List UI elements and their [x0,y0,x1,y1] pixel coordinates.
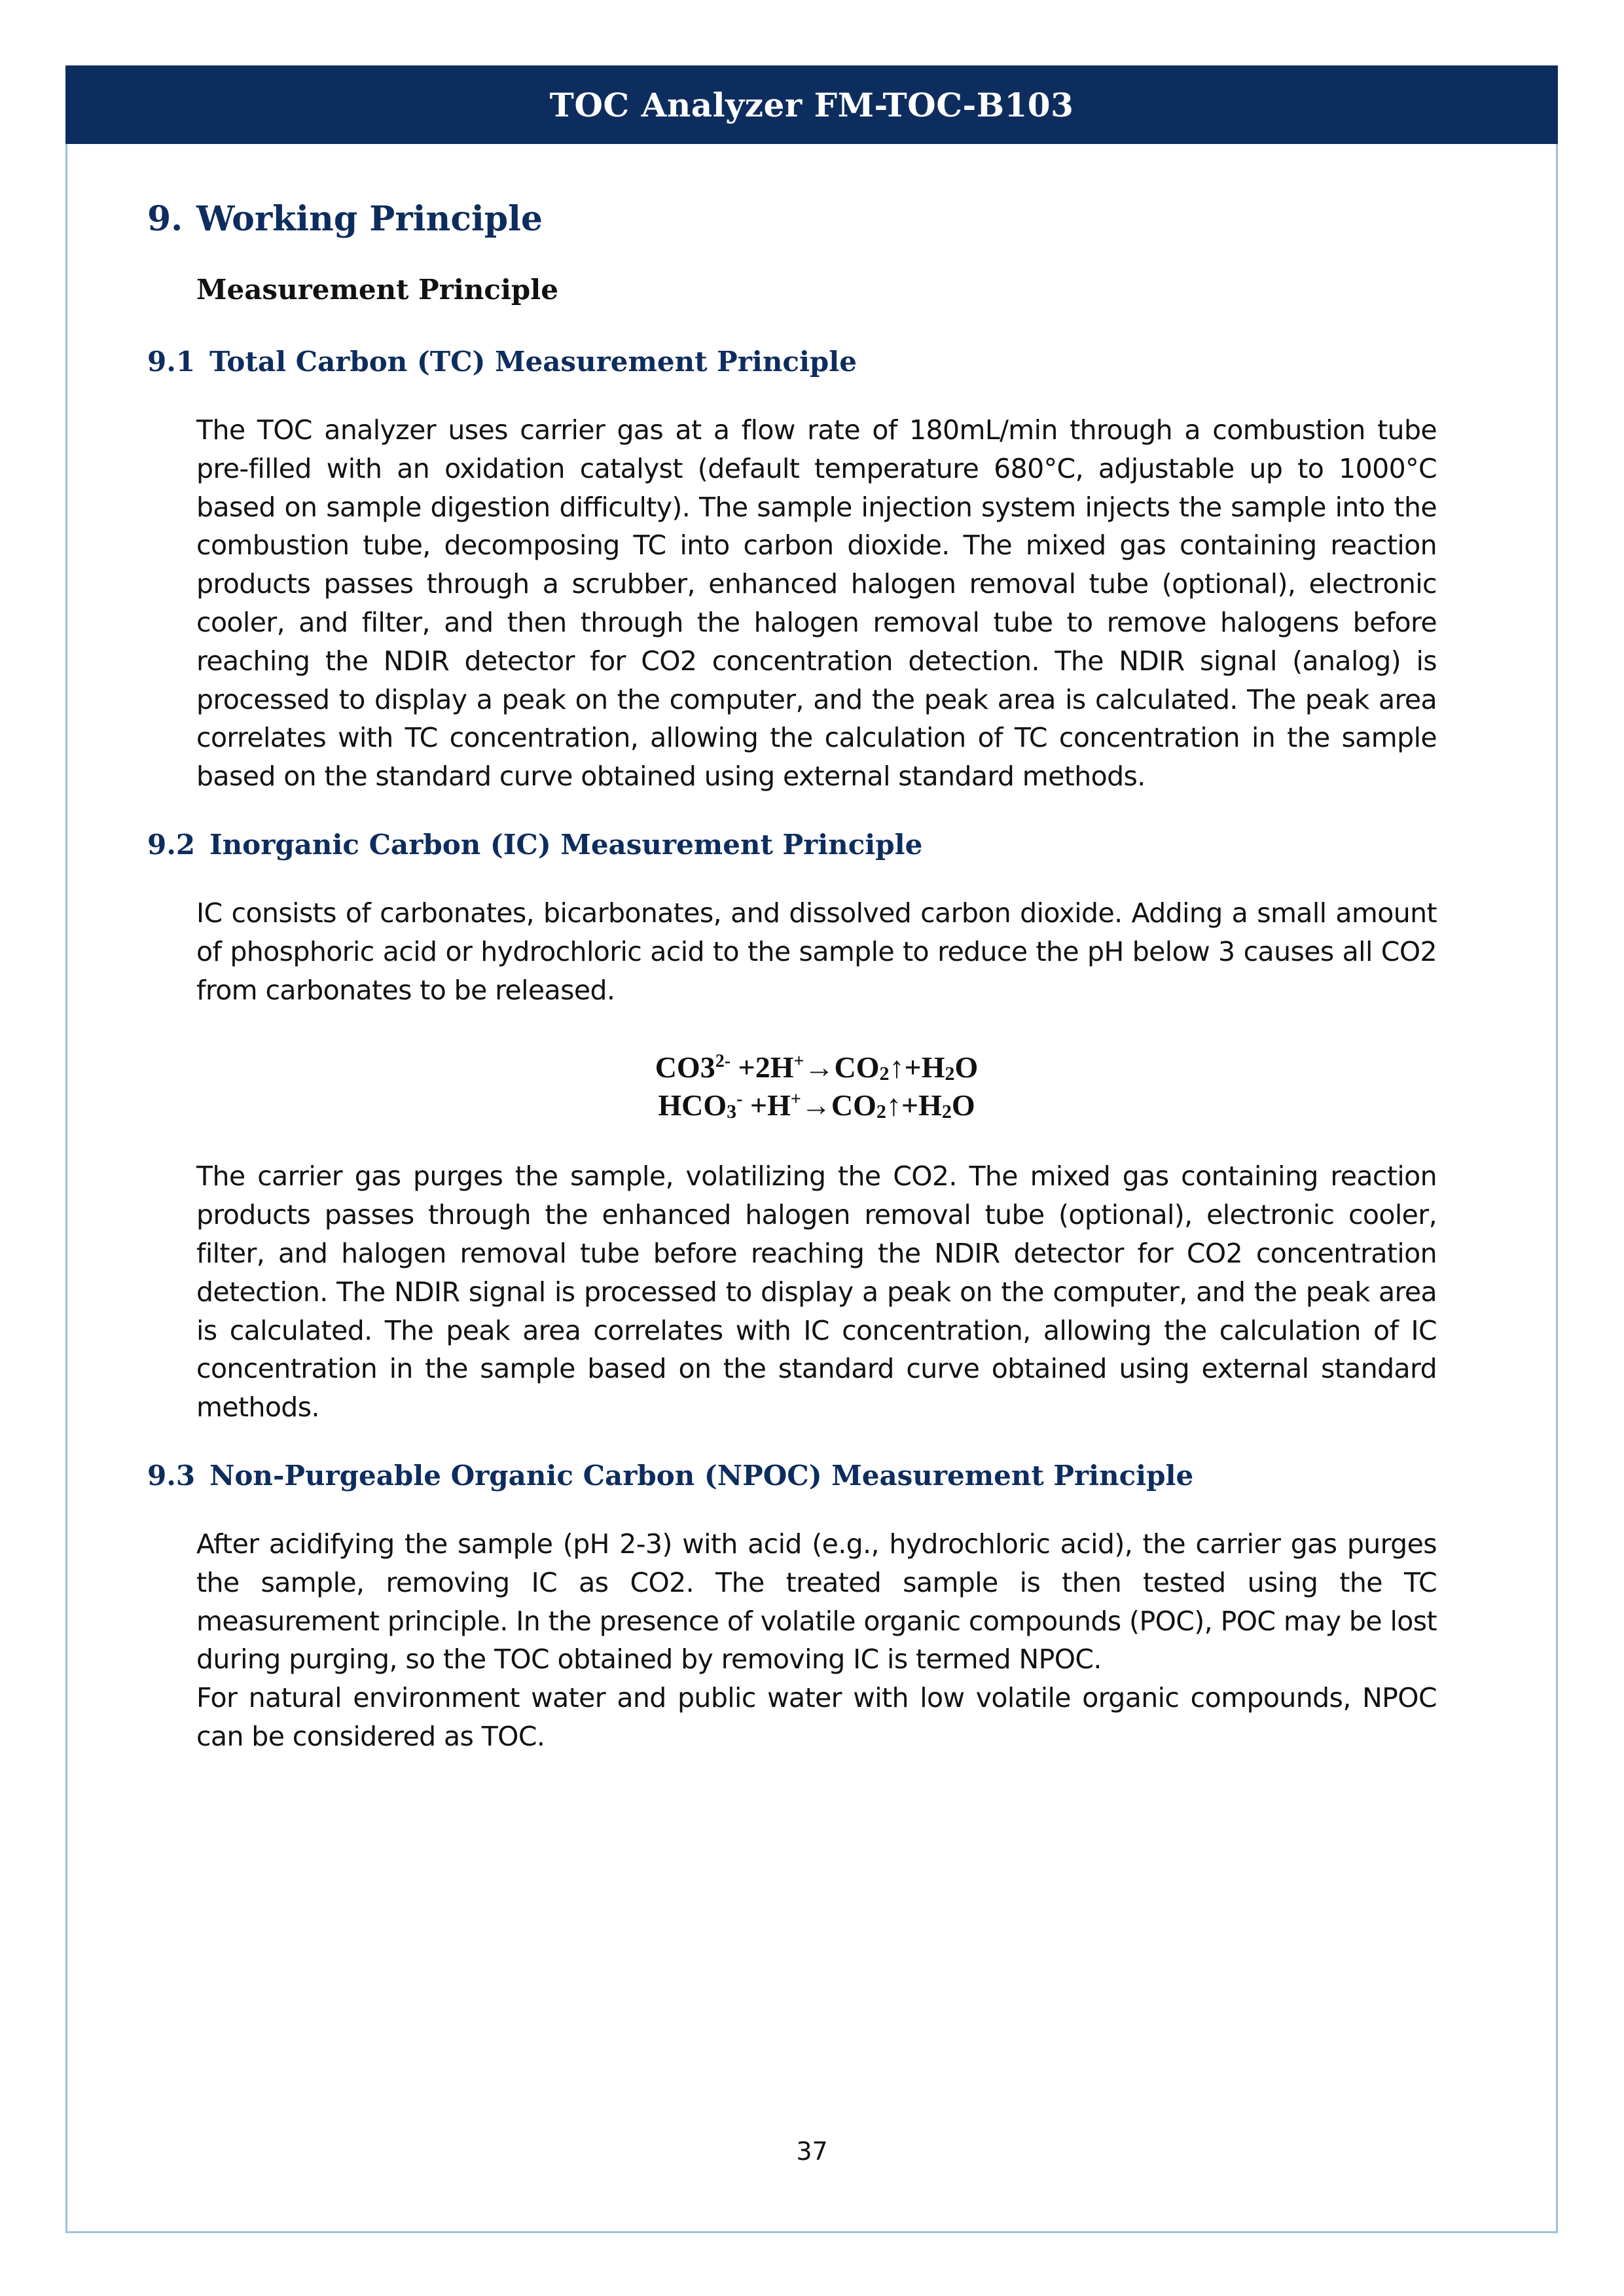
section-number: 9. [147,199,183,239]
paragraph-ic-detail: The carrier gas purges the sample, volatilizing the CO2. The mixed gas containing reaction products passes through the enhanced halogen removal tube (optional), electronic cooler, filter, and halogen removal tube before reaching the NDIR detector for CO2 concentration detection. The NDIR signal is processed to display a peak on the computer, and the peak area is calculated. The peak area correlates with IC concentration, allowing the calculation of IC concentration in the sample based on the standard curve obtained using external standard methods. [196,1160,1437,1424]
paragraph-npoc-note: For natural environment water and public water with low volatile organic compounds, NPOC can be considered as TOC. [196,1682,1437,1752]
page-number: 37 [796,2137,828,2166]
equation-bicarbonate: $HCO_3^-$ $+H^+\to CO_2↑+H_2O$ [658,1088,975,1123]
paragraph-tc: The TOC analyzer uses carrier gas at a flow rate of 180mL/min through a combustion tube pre-filled with an oxidation catalyst (default temperature 680°C, adjustable up to 1000°C based on sample digestion difficulty). The sample injection system injects the sample into the combustion tube, decomposing TC into carbon dioxide. The mixed gas containing reaction products passes through a scrubber, enhanced halogen removal tube (optional), electronic cooler, and filter, and then through the halogen removal tube to remove halogens before reaching the NDIR detector for CO2 concentration detection. The NDIR signal (analog) is processed to display a peak on the computer, and the peak area is calculated. The peak area correlates with TC concentration, allowing the calculation of TC concentration in the sample based on the standard curve obtained using external standard methods. [196,414,1437,793]
section-heading [147,190,1437,249]
subsection-heading-npoc [147,1453,1437,1499]
subsection-title: Non-Purgeable Organic Carbon (NPOC) Measurement Principle [209,1459,1194,1492]
document-header [65,65,1558,144]
subsection-heading-tc [147,339,1437,385]
subsection-number: 9.1 [147,346,196,378]
paragraph-npoc: After acidifying the sample (pH 2-3) with acid (e.g., hydrochloric acid), the carrier gas purges the sample, removing IC as CO2. The treated sample is then tested using the TC measurement principle. In the presence of volatile organic compounds (POC), POC may be lost during purging, so the TOC obtained by removing IC is termed NPOC. [196,1528,1437,1676]
section-subheading: Measurement Principle [196,274,558,306]
equation-carbonate: $CO3^{2-}$ $+2H^+\to CO_2↑+H_2O$ [655,1050,979,1085]
subsection-number: 9.3 [147,1459,196,1492]
document-title: TOC Analyzer FM-TOC-B103 [549,85,1074,124]
subsection-title: Total Carbon (TC) Measurement Principle [209,346,857,378]
subsection-title: Inorganic Carbon (IC) Measurement Principle [209,828,923,861]
subsection-heading-ic [147,822,1437,868]
page-content [147,190,1437,1756]
subsection-number: 9.2 [147,828,196,861]
section-title: Working Principle [196,199,543,239]
paragraph-ic-intro: IC consists of carbonates, bicarbonates, and dissolved carbon dioxide. Adding a small amount of phosphoric acid or hydrochloric acid to the sample to reduce the pH below 3 causes all CO2 from carbonates to be released. [196,897,1437,1006]
chemical-equations [196,1049,1437,1124]
